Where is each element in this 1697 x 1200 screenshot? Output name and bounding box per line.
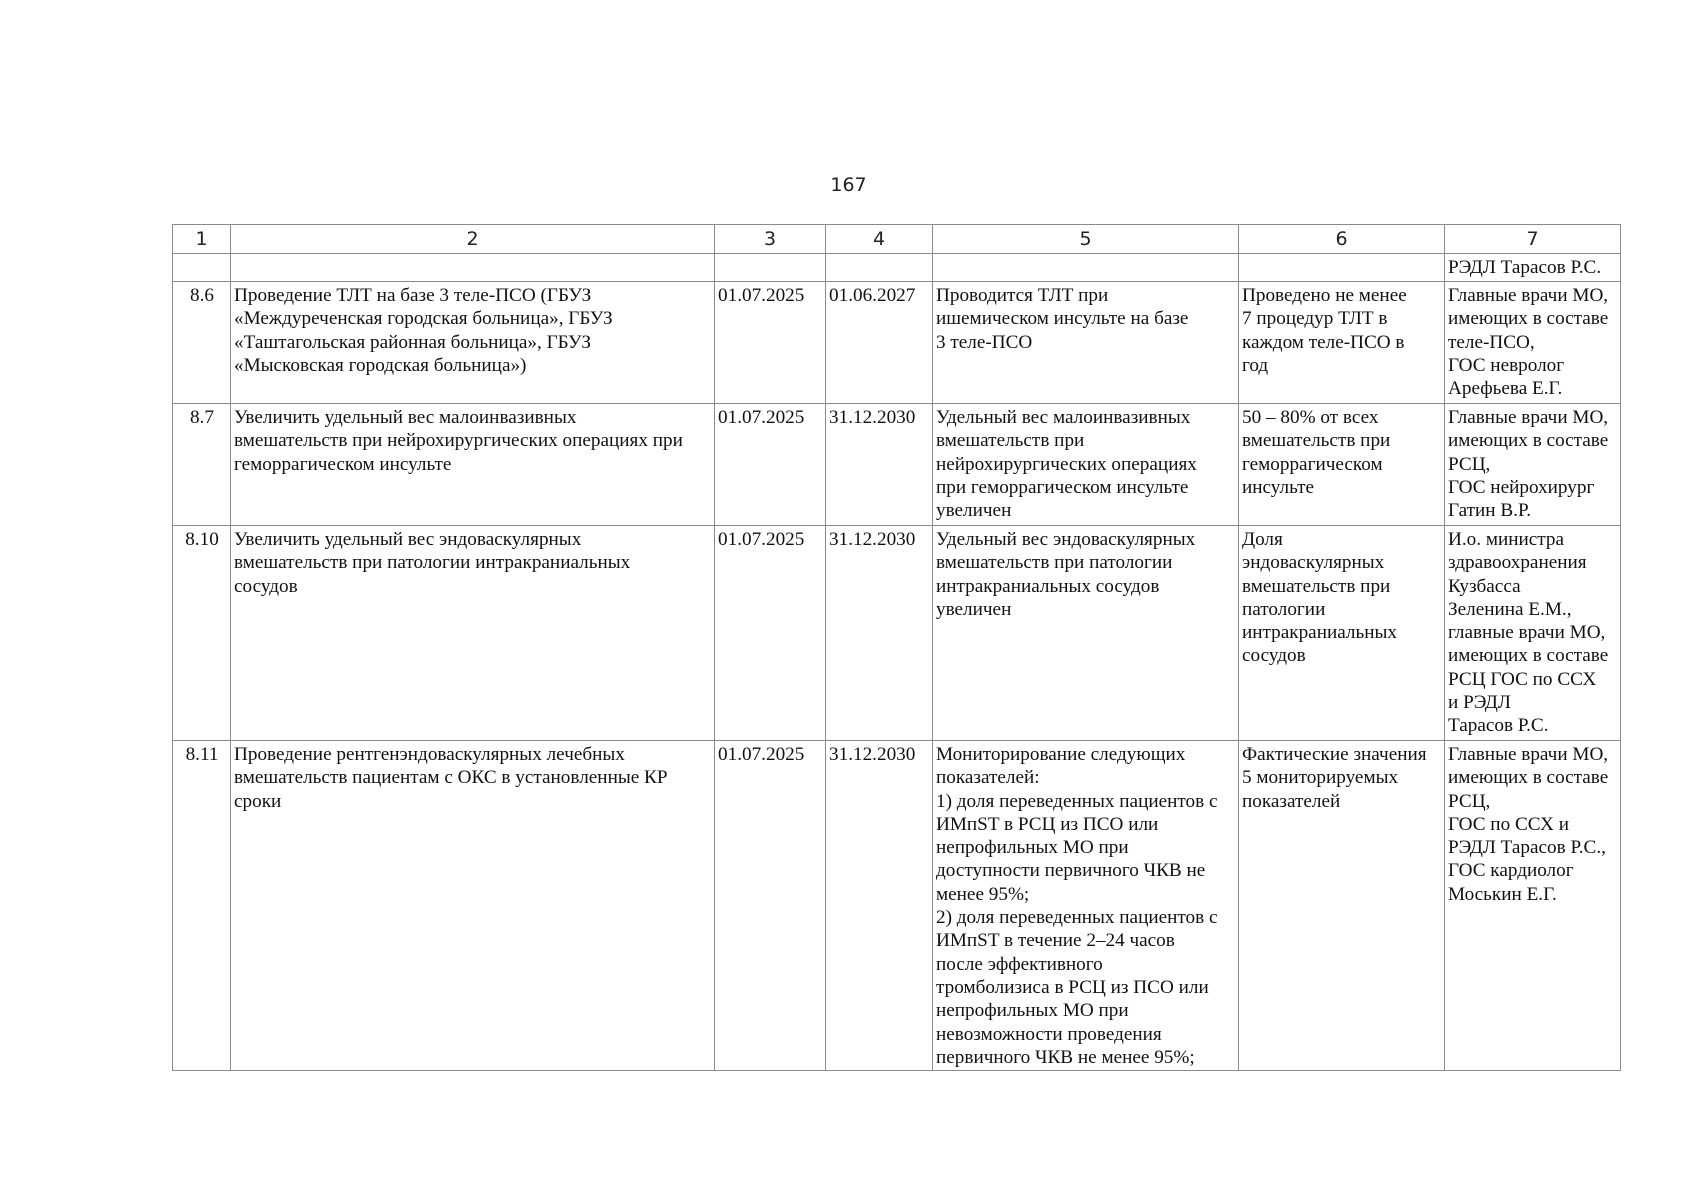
row-number-cell: 8.10: [173, 526, 231, 741]
responsible-cell: Главные врачи МО, имеющих в составе РСЦ, ГОС по ССХ и РЭДЛ Тарасов Р.С., ГОС кардиолог Моськин Е.Г.: [1445, 741, 1621, 1071]
indicator-cell: Проведено не менее 7 процедур ТЛТ в каждом теле-ПСО в год: [1239, 282, 1445, 404]
indicator-cell: [1239, 254, 1445, 282]
indicator-cell: Фактические значения 5 мониторируемых показателей: [1239, 741, 1445, 1071]
row-number-cell: 8.7: [173, 404, 231, 526]
indicator-cell: 50 – 80% от всех вмешательств при геморрагическом инсульте: [1239, 404, 1445, 526]
activity-cell: Увеличить удельный вес малоинвазивных вмешательств при нейрохирургических операциях при геморрагическом инсульте: [231, 404, 715, 526]
start-date-cell: 01.07.2025: [715, 741, 826, 1071]
table-header-row: [173, 225, 1621, 254]
end-date-cell: 31.12.2030: [826, 404, 933, 526]
row-number-cell: 8.6: [173, 282, 231, 404]
responsible-cell: Главные врачи МО, имеющих в составе теле-ПСО, ГОС невролог Арефьева Е.Г.: [1445, 282, 1621, 404]
row-number-cell: 8.11: [173, 741, 231, 1071]
indicator-cell: Доля эндоваскулярных вмешательств при патологии интракраниальных сосудов: [1239, 526, 1445, 741]
activity-cell: Проведение рентгенэндоваскулярных лечебных вмешательств пациентам с ОКС в установленные КР сроки: [231, 741, 715, 1071]
column-header: 6: [1239, 225, 1445, 254]
activity-cell: Увеличить удельный вес эндоваскулярных вмешательств при патологии интракраниальных сосудов: [231, 526, 715, 741]
responsible-cell: И.о. министра здравоохранения Кузбасса Зеленина Е.М., главные врачи МО, имеющих в составе РСЦ ГОС по ССХ и РЭДЛ Тарасов Р.С.: [1445, 526, 1621, 741]
column-header: 3: [715, 225, 826, 254]
responsible-cell: Главные врачи МО, имеющих в составе РСЦ, ГОС нейрохирург Гатин В.Р.: [1445, 404, 1621, 526]
activity-cell: Проведение ТЛТ на базе 3 теле-ПСО (ГБУЗ «Междуреченская городская больница», ГБУЗ «Таштагольская районная больница», ГБУЗ «Мысковская городская больница»): [231, 282, 715, 404]
table-row: [173, 282, 1621, 404]
responsible-cell: РЭДЛ Тарасов Р.С.: [1445, 254, 1621, 282]
table-row: [173, 404, 1621, 526]
table-row: [173, 254, 1621, 282]
row-number-cell: [173, 254, 231, 282]
table-row: [173, 741, 1621, 1071]
column-header: 2: [231, 225, 715, 254]
column-header: 4: [826, 225, 933, 254]
result-cell: Проводится ТЛТ при ишемическом инсульте на базе 3 теле-ПСО: [933, 282, 1239, 404]
start-date-cell: 01.07.2025: [715, 404, 826, 526]
end-date-cell: 01.06.2027: [826, 282, 933, 404]
result-cell: Удельный вес малоинвазивных вмешательств при нейрохирургических операциях при геморрагическом инсульте увеличен: [933, 404, 1239, 526]
start-date-cell: [715, 254, 826, 282]
result-cell: Мониторирование следующих показателей: 1) доля переведенных пациентов с ИМпST в РСЦ из ПСО или непрофильных МО при доступности первичного ЧКВ не менее 95%; 2) доля переведенных пациентов с ИМпST в течение 2–24 часов после эффективного тромболизиса в РСЦ из ПСО или непрофильных МО при невозможности проведения первичного ЧКВ не менее 95%;: [933, 741, 1239, 1071]
result-cell: [933, 254, 1239, 282]
column-header: 1: [173, 225, 231, 254]
column-header: 5: [933, 225, 1239, 254]
table-row: [173, 526, 1621, 741]
end-date-cell: [826, 254, 933, 282]
column-header: 7: [1445, 225, 1621, 254]
result-cell: Удельный вес эндоваскулярных вмешательств при патологии интракраниальных сосудов увеличен: [933, 526, 1239, 741]
end-date-cell: 31.12.2030: [826, 526, 933, 741]
page-number: 167: [830, 174, 867, 196]
end-date-cell: 31.12.2030: [826, 741, 933, 1071]
plan-table: [172, 224, 1621, 1071]
start-date-cell: 01.07.2025: [715, 282, 826, 404]
start-date-cell: 01.07.2025: [715, 526, 826, 741]
activity-cell: [231, 254, 715, 282]
